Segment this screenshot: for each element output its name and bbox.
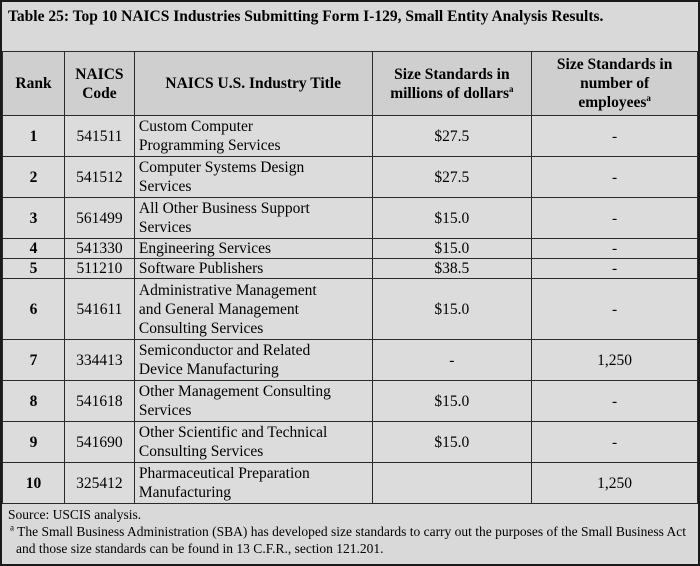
industry-title-cell bbox=[134, 116, 372, 157]
header-size-dollars: Size Standards in millions of dollars$^a$ bbox=[372, 52, 532, 116]
industry-title-cell bbox=[134, 198, 372, 239]
industry-title-line: Software Publishers bbox=[138, 260, 264, 277]
size-employees-cell: - bbox=[532, 279, 698, 340]
header-naics-code: NAICS Code bbox=[64, 52, 134, 116]
table-row bbox=[3, 259, 698, 279]
industry-title-cell bbox=[134, 157, 372, 198]
size-dollars-cell: - bbox=[372, 340, 532, 381]
header-industry-title: NAICS U.S. Industry Title bbox=[134, 52, 372, 116]
size-dollars-cell: $15.0 bbox=[372, 198, 532, 239]
size-dollars-cell: $15.0 bbox=[372, 422, 532, 463]
table-row bbox=[3, 381, 698, 422]
industry-title-line: Pharmaceutical Preparation bbox=[138, 465, 310, 482]
size-dollars-cell: $15.0 bbox=[372, 381, 532, 422]
naics-code-cell: 541512 bbox=[64, 157, 134, 198]
table-row bbox=[3, 198, 698, 239]
table-footer bbox=[8, 506, 692, 557]
size-employees-cell: - bbox=[532, 116, 698, 157]
industry-title-line: Services bbox=[138, 402, 192, 419]
footnote-marker: a bbox=[646, 92, 651, 103]
industry-title-line: Other Scientific and Technical bbox=[138, 424, 328, 441]
industry-title-line: Consulting Services bbox=[138, 443, 264, 460]
naics-code-cell: 561499 bbox=[64, 198, 134, 239]
industry-title-cell bbox=[134, 381, 372, 422]
size-employees-cell: - bbox=[532, 422, 698, 463]
industry-title-line: Consulting Services bbox=[138, 319, 264, 337]
industry-title-line: and General Management bbox=[138, 300, 299, 318]
rank-cell: 9 bbox=[3, 422, 65, 463]
industry-title-cell bbox=[134, 422, 372, 463]
size-dollars-cell bbox=[372, 463, 532, 504]
industry-title-line: Other Management Consulting bbox=[138, 383, 331, 400]
naics-code-cell: 334413 bbox=[64, 340, 134, 381]
naics-code-cell: 511210 bbox=[64, 259, 134, 279]
industry-title-cell bbox=[134, 259, 372, 279]
industry-title-line: Custom Computer bbox=[138, 118, 253, 135]
industry-title-line: Computer Systems Design bbox=[138, 159, 305, 176]
naics-code-cell: 541618 bbox=[64, 381, 134, 422]
industry-title-line: Services bbox=[138, 219, 192, 236]
naics-code-cell: 325412 bbox=[64, 463, 134, 504]
size-dollars-cell: $38.5 bbox=[372, 259, 532, 279]
header-row bbox=[3, 52, 698, 116]
size-employees-cell: - bbox=[532, 381, 698, 422]
footnote-marker: a bbox=[10, 522, 14, 533]
footnote-marker: a bbox=[509, 83, 514, 94]
industry-title-line: Administrative Management bbox=[138, 281, 317, 299]
rank-cell: 3 bbox=[3, 198, 65, 239]
industry-title-line: Services bbox=[138, 178, 192, 195]
industry-title-line: Device Manufacturing bbox=[138, 361, 279, 378]
industry-title-cell bbox=[134, 463, 372, 504]
industry-title-cell bbox=[134, 279, 372, 340]
size-employees-cell: - bbox=[532, 157, 698, 198]
source-note: Source: USCIS analysis. bbox=[8, 507, 142, 522]
industry-title-line: Manufacturing bbox=[138, 484, 231, 501]
size-dollars-cell: $27.5 bbox=[372, 157, 532, 198]
rank-cell: 7 bbox=[3, 340, 65, 381]
rank-cell: 8 bbox=[3, 381, 65, 422]
industry-title-cell bbox=[134, 340, 372, 381]
table-row bbox=[3, 422, 698, 463]
size-employees-cell: 1,250 bbox=[532, 463, 698, 504]
table-row bbox=[3, 116, 698, 157]
rank-cell: 6 bbox=[3, 279, 65, 340]
rank-cell: 10 bbox=[3, 463, 65, 504]
naics-code-cell: 541511 bbox=[64, 116, 134, 157]
industry-title-line: Programming Services bbox=[138, 137, 281, 154]
industry-title-cell bbox=[134, 239, 372, 259]
size-dollars-cell: $27.5 bbox=[372, 116, 532, 157]
rank-cell: 1 bbox=[3, 116, 65, 157]
table-title: Table 25: Top 10 NAICS Industries Submitting Form I-129, Small Entity Analysis Results. bbox=[8, 8, 604, 25]
size-employees-cell: 1,250 bbox=[532, 340, 698, 381]
table-row bbox=[3, 279, 698, 340]
table-row bbox=[3, 340, 698, 381]
rank-cell: 2 bbox=[3, 157, 65, 198]
industry-title-line: Engineering Services bbox=[138, 240, 272, 257]
table-row bbox=[3, 157, 698, 198]
naics-code-cell: 541611 bbox=[64, 279, 134, 340]
industry-title-line: Semiconductor and Related bbox=[138, 342, 311, 359]
size-employees-cell: - bbox=[532, 198, 698, 239]
size-dollars-cell: $15.0 bbox=[372, 239, 532, 259]
header-rank: Rank bbox=[3, 52, 65, 116]
size-employees-cell: - bbox=[532, 259, 698, 279]
naics-code-cell: 541690 bbox=[64, 422, 134, 463]
naics-code-cell: 541330 bbox=[64, 239, 134, 259]
header-size-employees: Size Standards in number of employees$^a$ bbox=[532, 52, 698, 116]
rank-cell: 4 bbox=[3, 239, 65, 259]
naics-table bbox=[2, 51, 698, 504]
table-row bbox=[3, 463, 698, 504]
size-dollars-cell: $15.0 bbox=[372, 279, 532, 340]
rank-cell: 5 bbox=[3, 259, 65, 279]
size-employees-cell: - bbox=[532, 239, 698, 259]
industry-title-line: All Other Business Support bbox=[138, 200, 310, 217]
footnote: $^a$ The Small Business Administration (SBA) has developed size standards to carry out the purposes of the Small Business Act and those size standards can be found in 13 C.F.R., section 121.201. bbox=[10, 522, 687, 556]
table-row bbox=[3, 239, 698, 259]
